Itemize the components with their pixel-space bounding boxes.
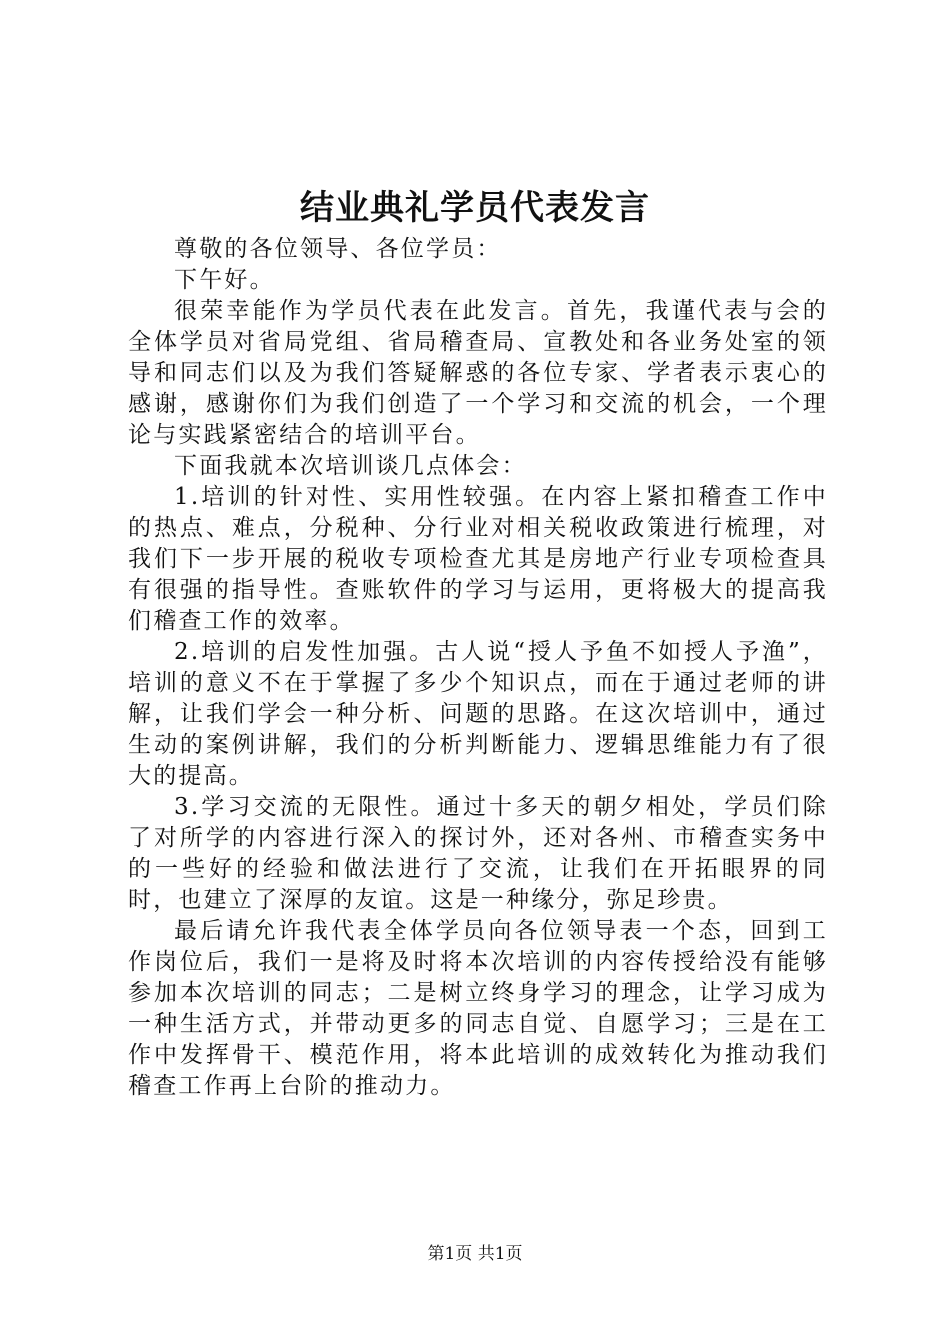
intro-paragraph: 下面我就本次培训谈几点体会： xyxy=(174,453,527,479)
point-3-paragraph: 3.学习交流的无限性。通过十多天的朝夕相处，学员们除了对所学的内容进行深入的探讨外，还对各州、市稽查实务中的一些好的经验和做法进行了交流，让我们在开拓眼界的同时，也建立了深厚的友谊。这是一种缘分，弥足珍贵。 xyxy=(128,794,828,913)
greeting-paragraph: 下午好。 xyxy=(174,267,275,293)
closing-paragraph: 最后请允许我代表全体学员向各位领导表一个态，回到工作岗位后，我们一是将及时将本次培训的内容传授给没有能够参加本次培训的同志；二是树立终身学习的理念，让学习成为一种生活方式，并带动更多的同志自觉、自愿学习；三是在工作中发挥骨干、模范作用，将本此培训的成效转化为推动我们稽查工作再上台阶的推动力。 xyxy=(128,918,828,1099)
point-2-paragraph: 2.培训的启发性加强。古人说“授人予鱼不如授人予渔”，培训的意义不在于掌握了多少个知识点，而在于通过老师的讲解，让我们学会一种分析、问题的思路。在这次培训中，通过生动的案例讲解，我们的分析判断能力、逻辑思维能力有了很大的提高。 xyxy=(128,639,828,789)
page-footer: 第1页 共1页 xyxy=(427,1244,523,1264)
thanks-paragraph: 很荣幸能作为学员代表在此发言。首先，我谨代表与会的全体学员对省局党组、省局稽查局、宣教处和各业务处室的领导和同志们以及为我们答疑解惑的各位专家、学者表示衷心的感谢，感谢你们为我们创造了一个学习和交流的机会，一个理论与实践紧密结合的培训平台。 xyxy=(128,298,828,448)
salutation-paragraph: 尊敬的各位领导、各位学员： xyxy=(174,236,502,262)
point-1-paragraph: 1.培训的针对性、实用性较强。在内容上紧扣稽查工作中的热点、难点，分税种、分行业对相关税收政策进行梳理，对我们下一步开展的税收专项检查尤其是房地产行业专项检查具有很强的指导性。查账软件的学习与运用，更将极大的提高我们稽查工作的效率。 xyxy=(128,484,828,634)
document-title: 结业典礼学员代表发言 xyxy=(300,188,650,228)
document-body xyxy=(128,234,828,1102)
